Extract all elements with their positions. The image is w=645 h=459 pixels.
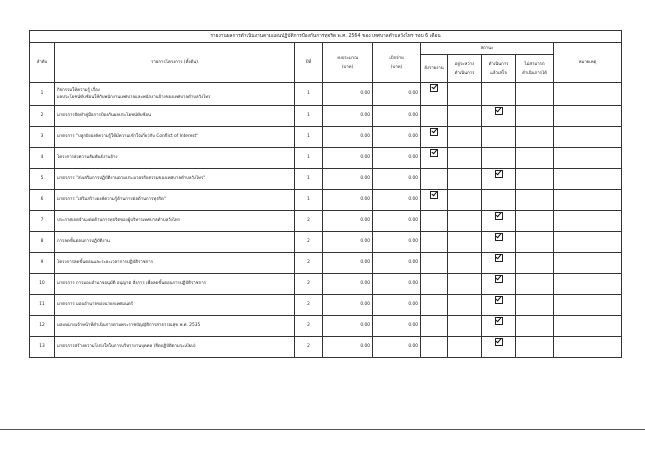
project-name [55, 169, 295, 190]
remark-cell [554, 316, 622, 337]
spent-cell: 0.00 [373, 295, 421, 316]
project-name-line: ประกาศเจตจำนงต่อต้านการทุจริตของผู้บริหารเทศบาลตำบลวังไทร [57, 218, 181, 224]
status-in-progress-cell [448, 83, 482, 106]
spent-cell: 0.00 [373, 211, 421, 232]
remark-cell [554, 295, 622, 316]
project-name-line: มอบหมายเจ้าหน้าที่ดำเนินการตามพระราชบัญญัติการสาธารณสุข พ.ศ. 2535 [57, 323, 201, 329]
table-row [30, 232, 622, 253]
status-not-done-cell [516, 83, 554, 106]
project-name [55, 232, 295, 253]
project-name-line: มาตรการสร้างความโปร่งใสในการบริหารงานบุคคล (ยึดปฏิบัติตามระเบียบ) [57, 344, 196, 350]
spent-cell: 0.00 [373, 274, 421, 295]
project-name-line: ผลประโยชน์ทับซ้อนให้กับพนักงานเทศบาลและพนักงานจ้างของเทศบาลตำบลวังไทร [57, 95, 211, 100]
status-done-cell [482, 211, 516, 232]
spent-cell: 0.00 [373, 190, 421, 211]
budget-cell: 0.00 [323, 190, 373, 211]
year-cell: 2 [295, 232, 323, 253]
table-row [30, 169, 622, 190]
row-number: 7 [30, 211, 55, 232]
spent-cell: 0.00 [373, 169, 421, 190]
table-row [30, 337, 622, 358]
page-footer-divider [0, 429, 645, 430]
table-row [30, 295, 622, 316]
checkbox-checked-icon [495, 233, 503, 241]
status-not-done-cell [516, 232, 554, 253]
status-not-reported-cell [421, 274, 448, 295]
budget-cell: 0.00 [323, 211, 373, 232]
header-status-done [482, 55, 516, 83]
status-not-done-cell [516, 211, 554, 232]
spent-cell: 0.00 [373, 106, 421, 127]
project-name [55, 253, 295, 274]
status-not-done-cell [516, 169, 554, 190]
status-in-progress-cell [448, 337, 482, 358]
year-cell: 1 [295, 127, 323, 148]
year-cell: 1 [295, 169, 323, 190]
year-cell: 1 [295, 83, 323, 106]
report-table [29, 30, 622, 358]
project-name [55, 274, 295, 295]
status-not-done-cell [516, 127, 554, 148]
status-in-progress-cell [448, 169, 482, 190]
project-name [55, 295, 295, 316]
budget-cell: 0.00 [323, 253, 373, 274]
year-cell: 1 [295, 106, 323, 127]
status-not-done-cell [516, 253, 554, 274]
status-done-cell [482, 337, 516, 358]
status-in-progress-cell [448, 274, 482, 295]
header-not-done-line1: ไม่สามารถ [524, 61, 545, 67]
header-remark: หมายเหตุ [554, 43, 622, 83]
remark-cell [554, 169, 622, 190]
status-done-cell [482, 316, 516, 337]
project-name-line: การลดขั้นตอนการปฏิบัติงาน [57, 239, 110, 245]
status-done-cell [482, 106, 516, 127]
table-row [30, 190, 622, 211]
spent-cell: 0.00 [373, 127, 421, 148]
checkbox-checked-icon [430, 128, 438, 136]
project-name [55, 190, 295, 211]
header-project: รายการโครงการ (ตั้งต้น) [55, 43, 295, 83]
remark-cell [554, 232, 622, 253]
project-name-line: มาตรการ มอบอำนาจของนายกเทศมนตรี [57, 302, 134, 308]
status-not-done-cell [516, 316, 554, 337]
remark-cell [554, 83, 622, 106]
spent-cell: 0.00 [373, 316, 421, 337]
report-rows [30, 83, 622, 358]
budget-cell: 0.00 [323, 316, 373, 337]
remark-cell [554, 253, 622, 274]
report-sheet [29, 30, 621, 358]
status-done-cell [482, 253, 516, 274]
checkbox-checked-icon [495, 317, 503, 325]
year-cell: 2 [295, 253, 323, 274]
budget-cell: 0.00 [323, 169, 373, 190]
year-cell: 2 [295, 316, 323, 337]
year-cell: 1 [295, 148, 323, 169]
status-not-done-cell [516, 190, 554, 211]
checkbox-checked-icon [430, 191, 438, 199]
project-name [55, 83, 295, 106]
status-done-cell [482, 148, 516, 169]
header-in-progress-line2: ดำเนินการ [454, 70, 475, 76]
status-not-reported-cell [421, 127, 448, 148]
status-not-reported-cell [421, 190, 448, 211]
project-name [55, 337, 295, 358]
status-in-progress-cell [448, 106, 482, 127]
budget-cell: 0.00 [323, 106, 373, 127]
budget-cell: 0.00 [323, 232, 373, 253]
header-done-line1: ดำเนินการ [488, 61, 509, 67]
spent-cell: 0.00 [373, 232, 421, 253]
status-done-cell [482, 169, 516, 190]
status-not-reported-cell [421, 211, 448, 232]
header-no: ลำดับ [30, 43, 55, 83]
table-row [30, 274, 622, 295]
status-not-done-cell [516, 106, 554, 127]
status-in-progress-cell [448, 232, 482, 253]
status-not-reported-cell [421, 316, 448, 337]
remark-cell [554, 211, 622, 232]
budget-cell: 0.00 [323, 295, 373, 316]
remark-cell [554, 106, 622, 127]
status-in-progress-cell [448, 148, 482, 169]
budget-cell: 0.00 [323, 337, 373, 358]
checkbox-checked-icon [495, 338, 503, 346]
table-row [30, 148, 622, 169]
checkbox-checked-icon [495, 254, 503, 262]
remark-cell [554, 337, 622, 358]
row-number: 10 [30, 274, 55, 295]
header-spent-line1: เบิกจ่าย [389, 55, 404, 61]
status-done-cell [482, 190, 516, 211]
spent-cell: 0.00 [373, 148, 421, 169]
checkbox-checked-icon [495, 212, 503, 220]
report-title: รายงานผลการดำเนินงานตามแผนปฏิบัติการป้องกันการทุจริต พ.ศ. 2564 ของ เทศบาลตำบลวังไทร รอบ 6 เดือน [30, 31, 622, 43]
year-cell: 2 [295, 274, 323, 295]
row-number: 8 [30, 232, 55, 253]
remark-cell [554, 274, 622, 295]
header-not-done-line2: ดำเนินการได้ [522, 70, 547, 76]
project-name-line: กิจกรรมให้ความรู้ เรื่อง [57, 88, 100, 93]
checkbox-checked-icon [495, 107, 503, 115]
status-not-reported-cell [421, 295, 448, 316]
year-cell: 2 [295, 211, 323, 232]
project-name-line: มาตรการ การมอบอำนาจอนุมัติ อนุญาต สั่งการ เพื่อลดขั้นตอนการปฏิบัติราชการ [57, 281, 206, 287]
header-spent [373, 43, 421, 83]
status-not-reported-cell [421, 337, 448, 358]
status-done-cell [482, 274, 516, 295]
year-cell: 2 [295, 295, 323, 316]
remark-cell [554, 127, 622, 148]
spent-cell: 0.00 [373, 337, 421, 358]
header-budget [323, 43, 373, 83]
project-name [55, 148, 295, 169]
status-done-cell [482, 83, 516, 106]
project-name [55, 316, 295, 337]
status-not-reported-cell [421, 232, 448, 253]
header-done-line2: แล้วเสร็จ [490, 70, 507, 76]
remark-cell [554, 190, 622, 211]
header-budget-line1: งบประมาณ [336, 55, 359, 61]
header-status-in-progress [448, 55, 482, 83]
header-budget-line2: (บาท) [341, 64, 354, 70]
project-name-line: มาตรการ "ส่งเสริมการปฏิบัติงานตามประมวลจริยธรรมของเทศบาลตำบลวังไทร" [57, 176, 206, 182]
status-done-cell [482, 295, 516, 316]
project-name-line: มาตรการ "เสริมสร้างองค์ความรู้ด้านการต่อต้านการทุจริต" [57, 197, 166, 203]
status-not-reported-cell [421, 148, 448, 169]
table-row [30, 211, 622, 232]
project-name-line: โครงการลดขั้นตอนและระยะเวลาการปฏิบัติราชการ [57, 260, 154, 266]
table-row [30, 106, 622, 127]
status-not-reported-cell [421, 106, 448, 127]
header-year: ปีที่ [295, 43, 323, 83]
checkbox-checked-icon [430, 84, 438, 92]
row-number: 9 [30, 253, 55, 274]
header-spent-line2: (บาท) [390, 64, 403, 70]
remark-cell [554, 148, 622, 169]
project-name [55, 106, 295, 127]
checkbox-checked-icon [495, 275, 503, 283]
status-not-done-cell [516, 295, 554, 316]
status-in-progress-cell [448, 295, 482, 316]
status-not-reported-cell [421, 253, 448, 274]
status-done-cell [482, 127, 516, 148]
status-not-done-cell [516, 337, 554, 358]
status-in-progress-cell [448, 316, 482, 337]
project-name-line: มาตรการจัดทำคู่มือการป้องกันผลประโยชน์ทับซ้อน [57, 113, 151, 119]
project-name [55, 211, 295, 232]
budget-cell: 0.00 [323, 83, 373, 106]
project-name [55, 127, 295, 148]
row-number: 2 [30, 106, 55, 127]
budget-cell: 0.00 [323, 274, 373, 295]
status-not-done-cell [516, 148, 554, 169]
year-cell: 1 [295, 190, 323, 211]
project-name-line: มาตรการ "ปลูกฝังองค์ความรู้ให้มีความเข้าใจเกี่ยวกับ Conflict of Interest" [57, 134, 199, 140]
spent-cell: 0.00 [373, 253, 421, 274]
status-in-progress-cell [448, 190, 482, 211]
header-status-not-done [516, 55, 554, 83]
budget-cell: 0.00 [323, 127, 373, 148]
status-not-done-cell [516, 274, 554, 295]
table-row [30, 316, 622, 337]
table-row [30, 253, 622, 274]
checkbox-checked-icon [495, 170, 503, 178]
row-number: 5 [30, 169, 55, 190]
row-number: 1 [30, 83, 55, 106]
status-in-progress-cell [448, 253, 482, 274]
year-cell: 2 [295, 337, 323, 358]
status-in-progress-cell [448, 211, 482, 232]
table-row [30, 127, 622, 148]
row-number: 3 [30, 127, 55, 148]
status-not-reported-cell [421, 169, 448, 190]
row-number: 6 [30, 190, 55, 211]
project-name-line: โครงการส่งความสัมพันธ์งานจ้าง [57, 155, 118, 161]
budget-cell: 0.00 [323, 148, 373, 169]
table-row [30, 83, 622, 106]
header-in-progress-line1: อยู่ระหว่าง [454, 61, 475, 67]
row-number: 13 [30, 337, 55, 358]
status-done-cell [482, 232, 516, 253]
row-number: 12 [30, 316, 55, 337]
checkbox-checked-icon [495, 296, 503, 304]
spent-cell: 0.00 [373, 83, 421, 106]
status-in-progress-cell [448, 127, 482, 148]
row-number: 11 [30, 295, 55, 316]
checkbox-checked-icon [430, 149, 438, 157]
header-status-not-reported: ยังรายงาน [421, 55, 448, 83]
row-number: 4 [30, 148, 55, 169]
status-not-reported-cell [421, 83, 448, 106]
header-status-group: สถานะ [421, 43, 554, 55]
